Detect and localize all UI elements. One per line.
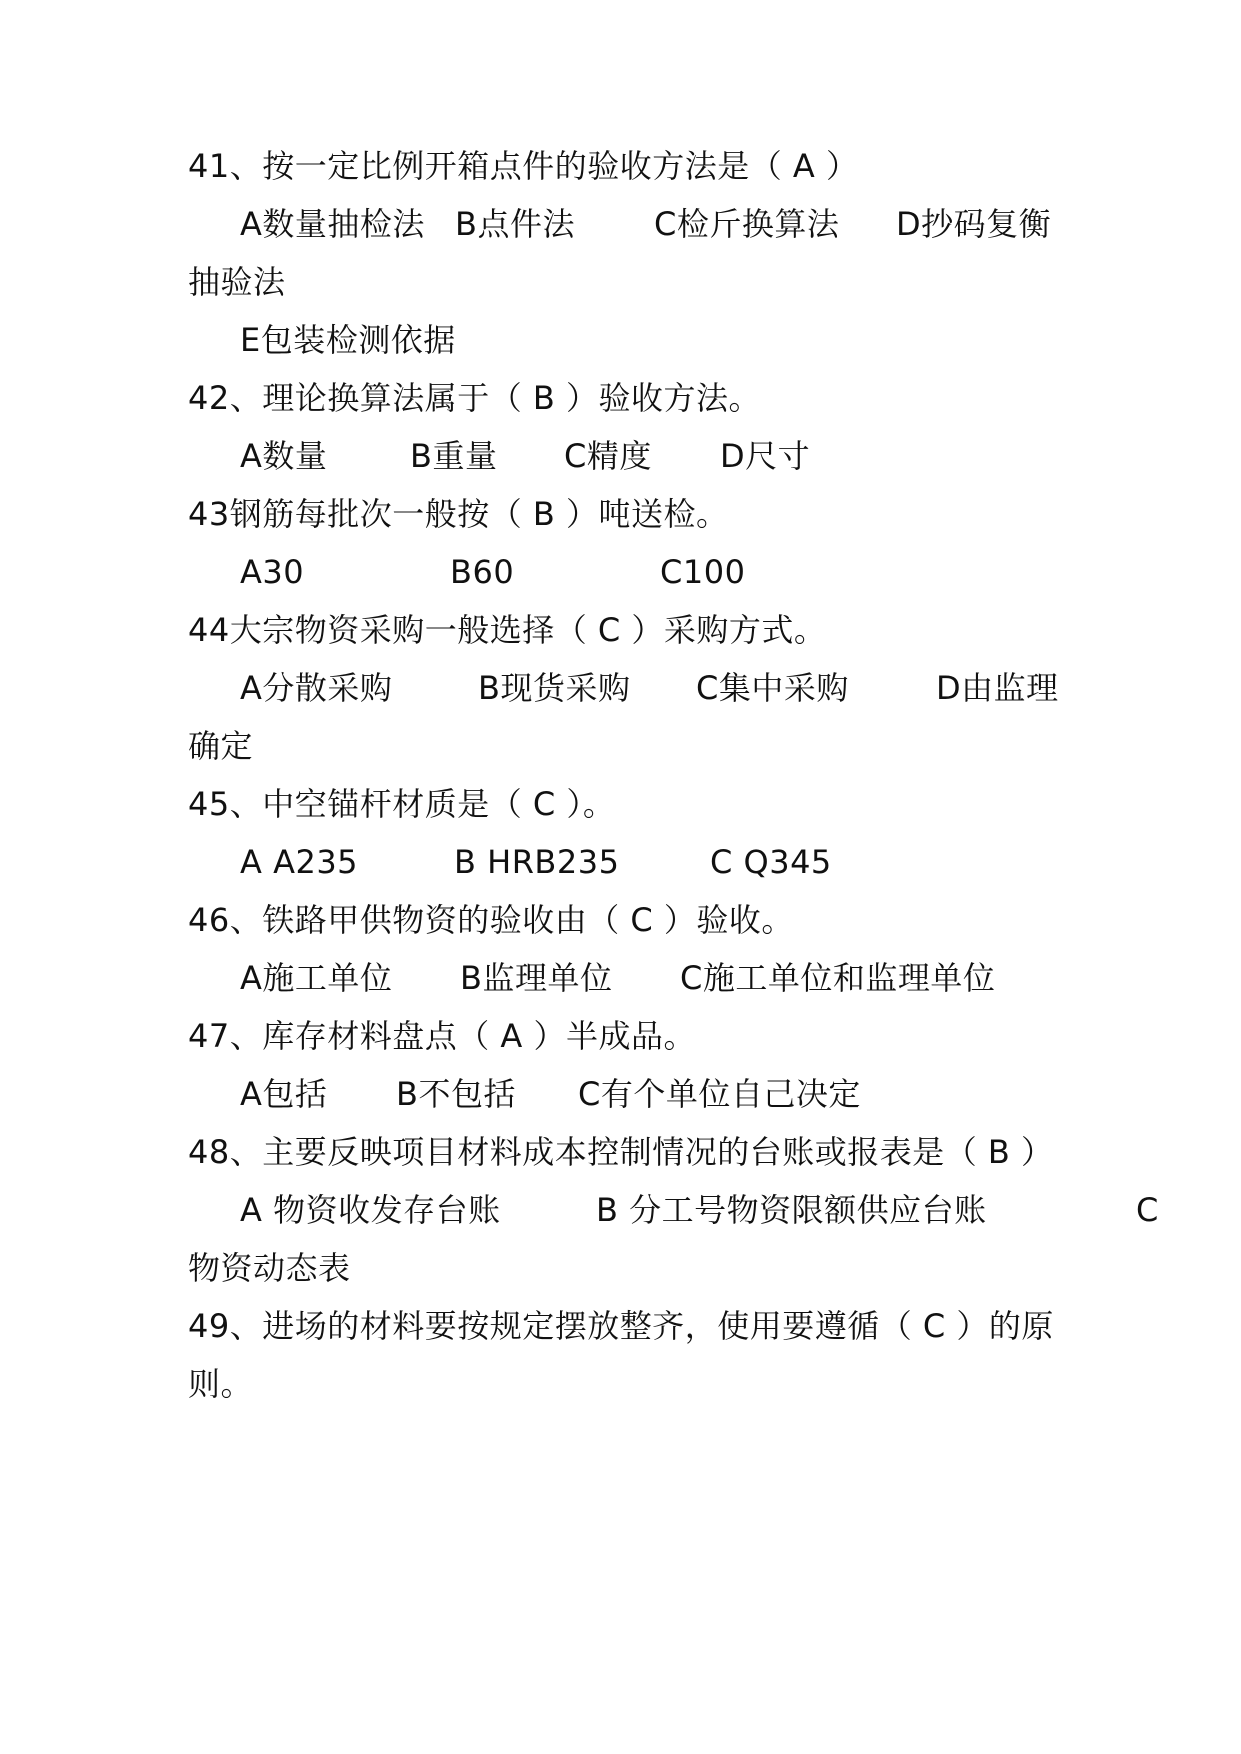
option-c: C检斤换算法	[654, 205, 840, 243]
option-c: C Q345	[710, 843, 832, 881]
option-b: B HRB235	[454, 843, 620, 881]
question-stem-48: 48、主要反映项目材料成本控制情况的台账或报表是（ B ）	[188, 1133, 1054, 1171]
option-b: B点件法	[455, 205, 575, 243]
option-c: C施工单位和监理单位	[680, 959, 996, 997]
option-a: A 物资收发存台账	[240, 1191, 501, 1229]
option-a: A施工单位	[240, 959, 393, 997]
option-continuation: 确定	[188, 727, 254, 765]
option-b: B 分工号物资限额供应台账	[596, 1191, 987, 1229]
option-c: C	[1136, 1191, 1159, 1229]
option-b: B60	[450, 553, 515, 591]
question-stem-43: 43钢筋每批次一般按（ B ）吨送检。	[188, 495, 729, 533]
option-e: E包装检测依据	[240, 321, 456, 359]
option-d: D由监理	[936, 669, 1059, 707]
question-stem-42: 42、理论换算法属于（ B ）验收方法。	[188, 379, 762, 417]
question-stem-47: 47、库存材料盘点（ A ）半成品。	[188, 1017, 696, 1055]
question-continuation-49: 则。	[188, 1365, 254, 1403]
question-stem-49: 49、进场的材料要按规定摆放整齐，使用要遵循（ C ）的原	[188, 1307, 1054, 1345]
option-c: C有个单位自己决定	[578, 1075, 861, 1113]
option-a: A数量	[240, 437, 328, 475]
option-b: B不包括	[396, 1075, 516, 1113]
question-stem-46: 46、铁路甲供物资的验收由（ C ）验收。	[188, 901, 794, 939]
option-a: A数量抽检法	[240, 205, 425, 243]
option-b: B重量	[410, 437, 498, 475]
option-d: D尺寸	[720, 437, 811, 475]
option-b: B监理单位	[460, 959, 613, 997]
question-stem-44: 44大宗物资采购一般选择（ C ）采购方式。	[188, 611, 827, 649]
question-stem-45: 45、中空锚杆材质是（ C ）。	[188, 785, 616, 823]
option-c: C精度	[564, 437, 652, 475]
option-c: C集中采购	[696, 669, 849, 707]
option-a: A30	[240, 553, 305, 591]
option-a: A分散采购	[240, 669, 393, 707]
option-continuation: 物资动态表	[188, 1249, 351, 1287]
option-b: B现货采购	[478, 669, 631, 707]
option-a: A包括	[240, 1075, 328, 1113]
option-continuation: 抽验法	[188, 263, 286, 301]
option-a: A A235	[240, 843, 359, 881]
question-stem-41: 41、按一定比例开箱点件的验收方法是（ A ）	[188, 147, 859, 185]
option-d: D抄码复衡	[896, 205, 1052, 243]
option-c: C100	[660, 553, 746, 591]
